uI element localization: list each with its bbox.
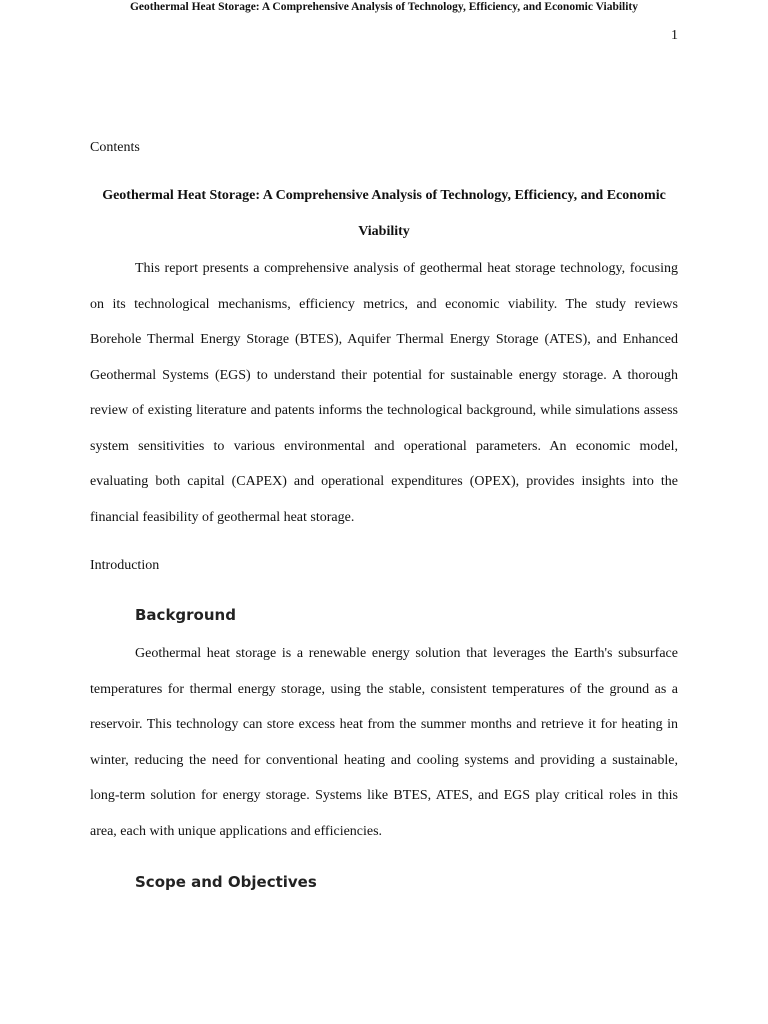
document-title: Geothermal Heat Storage: A Comprehensive Analysis of Technology, Efficiency, and Economic Viability <box>102 188 666 239</box>
page-number: 1 <box>671 28 678 43</box>
running-header: Geothermal Heat Storage: A Comprehensive Analysis of Technology, Efficiency, and Economic Viability <box>129 1 639 13</box>
introduction-label: Introduction <box>90 558 160 573</box>
contents-label: Contents <box>90 140 140 155</box>
background-paragraph: Geothermal heat storage is a renewable energy solution that leverages the Earth's subsurface temperatures for thermal energy storage, using the stable, consistent temperatures of the ground as a reservoir. This technology can store excess heat from the summer months and retrieve it for heating in winter, reducing the need for conventional heating and cooling systems and providing a sustainable, long-term solution for energy storage. Systems like BTES, ATES, and EGS play critical roles in this area, each with unique applications and efficiencies. <box>90 646 678 839</box>
background-heading: Background <box>135 606 236 624</box>
abstract-paragraph: This report presents a comprehensive analysis of geothermal heat storage technology, focusing on its technological mechanisms, efficiency metrics, and economic viability. The study reviews Borehole Thermal Energy Storage (BTES), Aquifer Thermal Energy Storage (ATES), and Enhanced Geothermal Systems (EGS) to understand their potential for sustainable energy storage. A thorough review of existing literature and patents informs the technological background, while simulations assess system sensitivities to various environmental and operational parameters. An economic model, evaluating both capital (CAPEX) and operational expenditures (OPEX), provides insights into the financial feasibility of geothermal heat storage. <box>90 261 678 525</box>
scope-objectives-heading: Scope and Objectives <box>135 873 317 891</box>
